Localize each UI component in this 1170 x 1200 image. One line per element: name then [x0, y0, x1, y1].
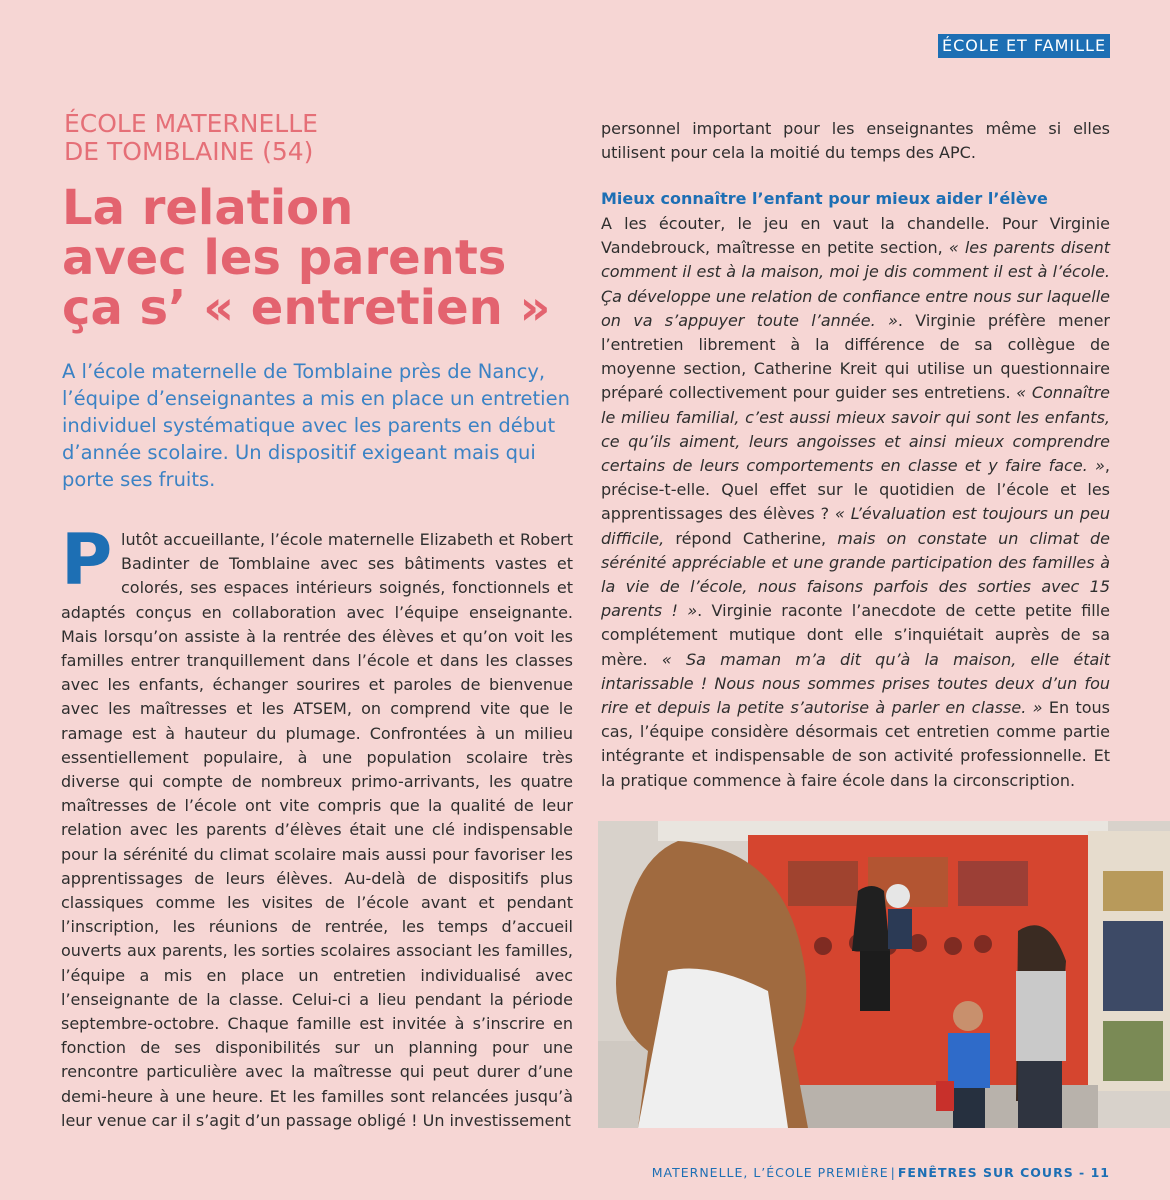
kicker-line-1: ÉCOLE MATERNELLE	[64, 109, 318, 138]
text-segment-1: A les écouter, le jeu en vaut la chandelle. Pour Virginie Vandebrouck, maîtresse en petite section,	[601, 214, 1110, 258]
quote-5: « Sa maman m’a dit qu’à la maison, elle était intarissable ! Nous nous sommes prises toutes deux d’un fou rire et depuis la petite s’autorise à parler en classe. »	[601, 649, 1111, 718]
text-segment-6: En tous cas, l’équipe considère désormais cet entretien comme partie intégrante et indispensable de son activité professionnelle. Et la pratique commence à faire école dans la circonscription.	[601, 698, 1110, 790]
section-tag: ÉCOLE ET FAMILLE	[938, 34, 1110, 58]
classroom-photo-illustration	[598, 821, 1170, 1128]
right-column	[601, 212, 1110, 793]
right-column-continuation	[601, 117, 1110, 165]
footer-page-info: FENÊTRES SUR COURS - 11	[897, 1165, 1110, 1180]
left-column	[61, 519, 573, 1133]
classroom-photo	[598, 821, 1170, 1128]
right-paragraph	[601, 212, 1110, 793]
footer-separator: |	[890, 1165, 896, 1180]
text-segment-5: . Virginie raconte l’anecdote de cette petite fille complétement mutique dont elle s’inquiétait auprès de sa mère.	[601, 601, 1111, 669]
quote-4: mais on constate un climat de sérénité appréciable et une grande participation des familles à la vie de l’école, nous faisons parfois des sorties avec 15 parents ! »	[601, 528, 1111, 621]
headline-line-2: avec les parents	[62, 230, 507, 286]
text-segment-4: répond Catherine,	[664, 528, 838, 548]
footer-publication: MATERNELLE, L’ÉCOLE PREMIÈRE	[651, 1165, 889, 1180]
text-segment-3: , précise-t-elle. Quel effet sur le quotidien de l’école et les apprentissages des élèves ?	[601, 456, 1110, 524]
quote-3: « L’évaluation est toujours un peu difficile,	[601, 504, 1111, 548]
dropcap: P	[61, 519, 113, 601]
kicker-line-2: DE TOMBLAINE (54)	[64, 137, 314, 166]
article-kicker	[64, 110, 584, 166]
left-paragraph	[61, 519, 573, 1133]
page-footer	[600, 1165, 1110, 1181]
quote-2: « Connaître le milieu familial, c’est aussi mieux savoir qui sont les enfants, ce qu’ils aiment, leurs angoisses et ainsi mieux comprendre certains de leurs comportements en classe et y faire face. »	[601, 383, 1111, 476]
article-intro: A l’école maternelle de Tomblaine près de Nancy, l’équipe d’enseignantes a mis en place un entretien individuel systématique avec les parents en début d’année scolaire. Un dispositif exigeant mais qui porte ses fruits.	[62, 360, 570, 491]
section-subheading: Mieux connaître l’enfant pour mieux aider l’élève	[601, 189, 1048, 208]
headline-line-3: ça s’ « entretien »	[62, 280, 551, 336]
quote-1: « les parents disent comment il est à la maison, moi je dis comment il est à l’école. Ça développe une relation de confiance entre nous sur laquelle on va s’appuyer toute l’année. »	[601, 238, 1110, 330]
continuation-paragraph: personnel important pour les enseignantes même si elles utilisent pour cela la moitié du temps des APC.	[601, 119, 1110, 163]
article-headline	[62, 180, 582, 336]
text-segment-2: . Virginie préfère mener l’entretien librement à la différence de sa collègue de moyenne section, Catherine Kreit qui utilise un questionnaire préparé collectivement pour guider ses entretiens.	[601, 310, 1110, 403]
left-column-text: lutôt accueillante, l’école maternelle Elizabeth et Robert Badinter de Tomblaine avec ses bâtiments vastes et colorés, ses espaces intérieurs soignés, fonctionnels et adaptés conçus en collaboration avec l’équipe enseignante. Mais lorsqu’on assiste à la rentrée des élèves et qu’on voit les familles entrer tranquillement dans l’école et dans les classes avec les enfants, échanger sourires et paroles de bienvenue avec les maîtresses et les ATSEM, on comprend vite que le ramage est à hauteur du plumage. Confrontées à un milieu essentiellement populaire, à une population scolaire très diverse qui compte de nombreux primo-arrivants, les quatre maîtresses de l’école ont vite compris que la qualité de leur relation avec les parents d’élèves était une clé indispensable pour la sérénité du climat scolaire mais aussi pour favoriser les apprentissages de leurs élèves. Au-delà de dispositifs plus classiques comme les visites de l’école avant et pendant l’inscription, les réunions de rentrée, les temps d’accueil ouverts aux parents, les sorties scolaires associant les familles, l’équipe a mis en place un entretien individualisé avec l’enseignante de la classe. Celui-ci a lieu pendant la période septembre-octobre. Chaque famille est invitée à s’inscrire en fonction de ses disponibilités sur un planning pour une rencontre particulière avec la maîtresse qui peut durer d’une demi-heure à une heure. Et les familles sont relancées jusqu’à leur venue car il s’agit d’un passage obligé ! Un investissement	[61, 530, 573, 1130]
headline-line-1: La relation	[62, 180, 354, 236]
